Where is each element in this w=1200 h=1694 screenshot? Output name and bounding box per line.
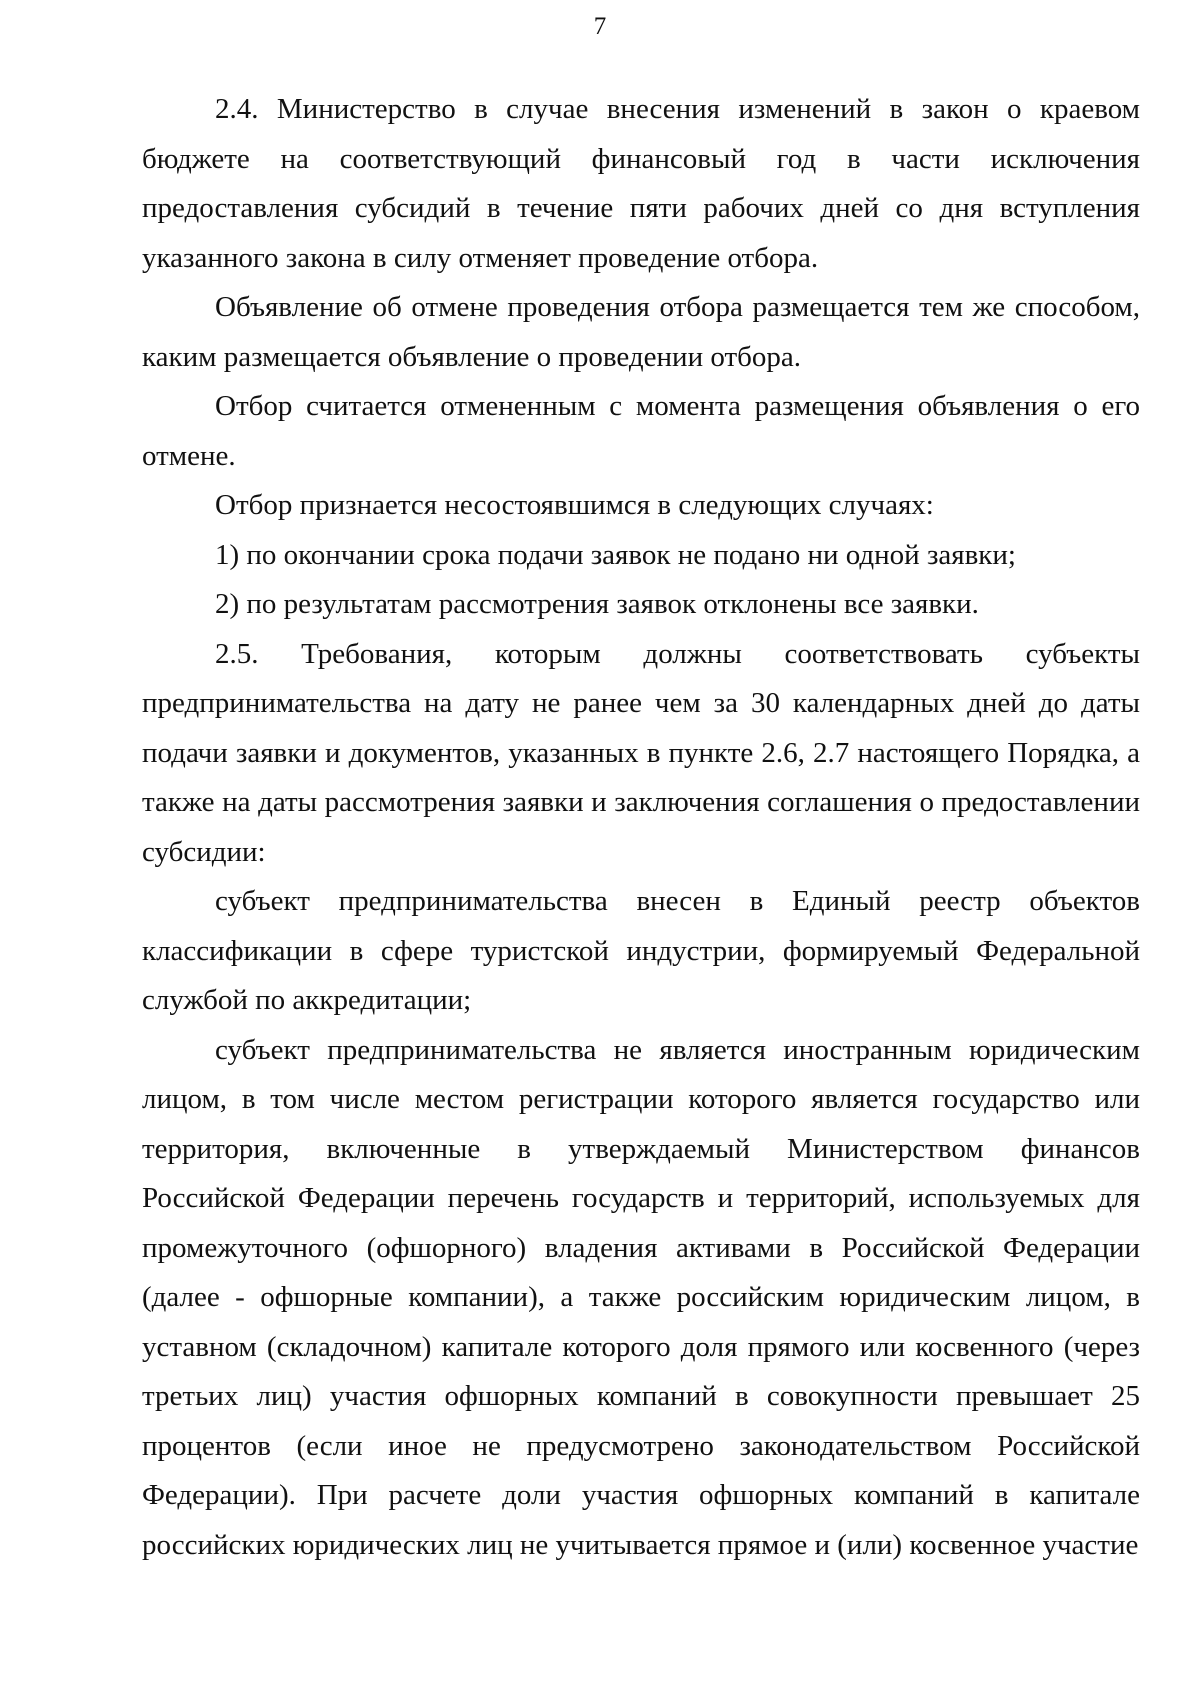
- paragraph-2-5-requirements: 2.5. Требования, которым должны соответствовать субъекты предпринимательства на дату не ранее чем за 30 календарных дней до даты подачи заявки и документов, указанных в пункте 2.6, 2.7 настоящего Порядка, а также на даты рассмотрения заявки и заключения соглашения о предоставлении субсидии:: [142, 637, 1140, 868]
- page-number: 7: [593, 13, 607, 40]
- paragraph-2-4-cancellation: 2.4. Министерство в случае внесения изменений в закон о краевом бюджете на соответствующий финансовый год в части исключения предоставления субсидий в течение пяти рабочих дней со дня вступления указанного закона в силу отменяет проведение отбора.: [142, 93, 1140, 274]
- requirement-registry: субъект предпринимательства внесен в Единый реестр объектов классификации в сфере туристской индустрии, формируемый Федеральной службой по аккредитации;: [142, 885, 1140, 1016]
- paragraph-selection-cancelled: Отбор считается отмененным с момента размещения объявления о его отмене.: [142, 390, 1140, 472]
- paragraph-cancellation-announcement: Объявление об отмене проведения отбора размещается тем же способом, каким размещается объявление о проведении отбора.: [142, 291, 1140, 373]
- requirement-not-foreign-entity: субъект предпринимательства не является иностранным юридическим лицом, в том числе местом регистрации которого является государство или территория, включенные в утверждаемый Министерством финансов Российской Федерации перечень государств и территорий, используемых для промежуточного (офшорного) владения активами в Российской Федерации (далее - офшорные компании), а также российским юридическим лицом, в уставном (складочном) капитале которого доля прямого или косвенного (через третьих лиц) участия офшорных компаний в совокупности превышает 25 процентов (если иное не предусмотрено законодательством Российской Федерации). При расчете доли участия офшорных компаний в капитале российских юридических лиц не учитывается прямое и (или) косвенное участие: [142, 1033, 1140, 1561]
- list-item-all-rejected: 2) по результатам рассмотрения заявок отклонены все заявки.: [215, 588, 979, 620]
- paragraph-selection-failed: Отбор признается несостоявшимся в следующих случаях:: [215, 489, 934, 521]
- document-body: [142, 85, 1140, 1570]
- list-item-no-applications: 1) по окончании срока подачи заявок не подано ни одной заявки;: [215, 538, 1016, 571]
